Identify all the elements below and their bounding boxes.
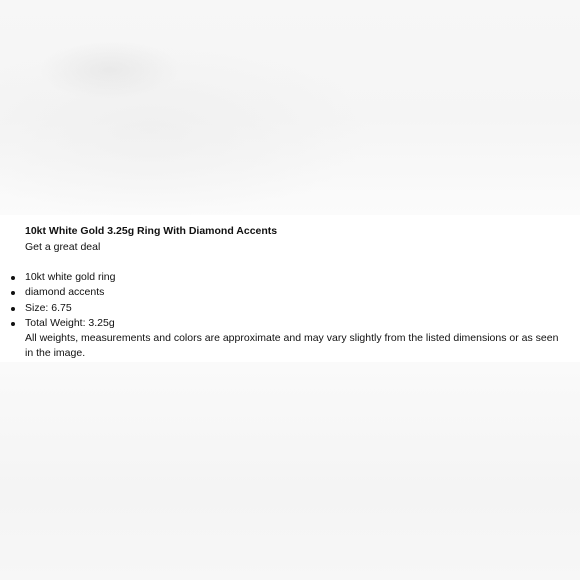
feature-text: Size: 6.75: [25, 301, 72, 314]
feature-text: diamond accents: [25, 286, 105, 299]
list-item: [0, 316, 560, 331]
bullet-icon: [11, 291, 15, 295]
list-item: [0, 270, 560, 285]
photo-background-bottom: [0, 362, 580, 580]
photo-background-top: [0, 0, 580, 215]
product-tagline: Get a great deal: [25, 241, 101, 253]
feature-text: 10kt white gold ring: [25, 271, 116, 283]
feature-list: [0, 270, 560, 331]
feature-text: Total Weight: 3.25g: [25, 316, 115, 329]
measurement-disclaimer: All weights, measurements and colors are approximate and may vary slightly from the listed dimensions or as seen in the image.: [25, 332, 559, 360]
bullet-icon: [11, 307, 15, 311]
list-item: [0, 301, 560, 316]
product-title: 10kt White Gold 3.25g Ring With Diamond Accents: [25, 225, 278, 237]
product-description-panel: [0, 216, 580, 362]
bullet-icon: [11, 322, 15, 326]
bullet-icon: [11, 276, 15, 280]
list-item: [0, 285, 560, 300]
